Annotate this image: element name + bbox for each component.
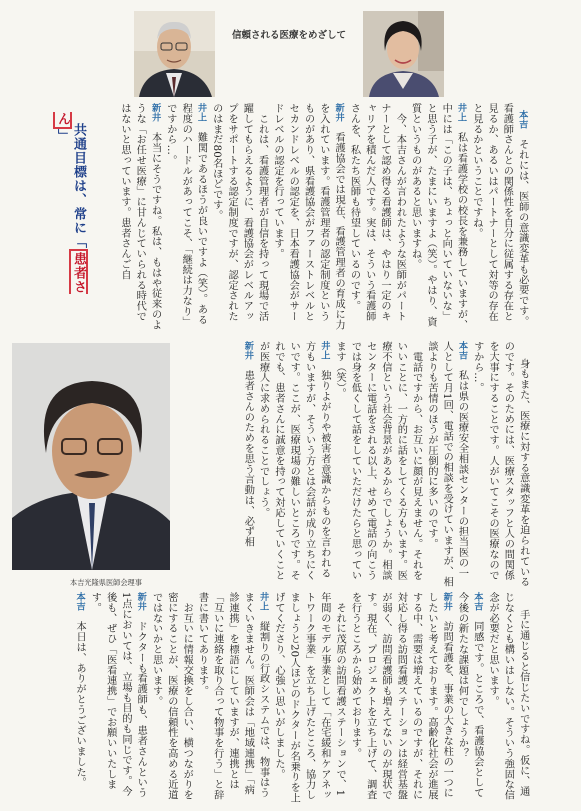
bottom-text-rendered	[74, 592, 529, 803]
paragraph	[457, 592, 483, 798]
speaker-name: 新井	[441, 592, 453, 611]
paragraph	[119, 103, 161, 330]
paragraph-text: ドクターも看護師も、患者さんという1点においては、立場も目的も同じです。今後も、ぜひ「医看連携」でお願いいたします。	[89, 592, 147, 799]
paragraph-text: お互いに情報交換をし合い、横つながりを密にすることが、医療の信頼性を高める近道ではないかと思います。	[150, 592, 193, 801]
photo-arai	[363, 11, 444, 97]
paragraph-text: それには、医師の意識変革も必要です。看護師さんとの関係性を自分に従属する存在と見るか、あるいはパートナーとして対等の存在と見るかということですね。	[470, 103, 528, 327]
portrait-woman-icon	[363, 11, 444, 97]
paragraph	[89, 592, 146, 798]
paragraph	[334, 341, 421, 580]
paragraph-text: 本当にそうですね。私は、もはや従来のような「お任せ医療」に甘んじていられる時代ではないと思っています。患者さんご自	[118, 103, 161, 330]
callout-pre: 共通目標は、常に「	[71, 123, 86, 250]
photo-caption: 本吉光隆県医師会理事	[70, 578, 142, 587]
paragraph	[242, 341, 253, 547]
paragraph	[196, 592, 268, 800]
paragraph-text: 同感です。ところで、看護協会として今後の新たな課題は何でしょうか？	[456, 592, 483, 799]
paragraph	[426, 341, 468, 587]
paragraph	[472, 341, 529, 587]
paragraph	[471, 103, 528, 326]
paragraph-text: 手に通じると信じたいですね。仮に、通じなくとも構いはしない。そういう強固な信念が必要だと思います。	[487, 592, 529, 800]
paragraph	[410, 103, 467, 330]
paragraph-text: 縦割りの行政システムでは、物事はうまくいきません。医師会は「地域連携」「病診連携」を標語にしていますが、連携とは「互いに連絡を取り合って物事を行う」と辞書に書いてあります。	[196, 592, 269, 800]
top-body-text	[105, 103, 545, 330]
callout-post: 」	[55, 129, 70, 143]
paragraph-text: 看護協会では現在、看護管理者の育成に力を入れています。看護管理者の認定制度というものがあり、県看護協会がファーストレベルとセカンドレベルの認定を、日本看護協会がサードレベルの認定を行っています。	[271, 103, 345, 330]
paragraph-text: これは、看護管理者が自信を持って現場で活躍してもらえるように、看護協会がレベルアップをサポートする認定制度ですが、認定されたのはまだ80名ほどです。	[210, 103, 268, 322]
speaker-name: 本吉	[74, 592, 86, 611]
speaker-name: 新井	[135, 592, 147, 611]
paragraph-text: 電話ですから、お互いに顔が見えません。それをいいことに、一方的に話をしてくる方もいます。医療不信という社会背景があるからでしょうか。相談センターに電話をされる以上、せめて電話の向こうでは身を低くして話をしていただけたらと思っています（笑）。	[334, 341, 422, 581]
paragraph-text: 難関であるほうが良いですよ（笑）。ある程度のハードルがあってこそ、「継続は力なり」ですから…。	[164, 103, 207, 327]
paragraph-text: 今、本吉さんが言われたような医師がパートナーとして認め得る看護師は、やはり一定のキャリアを積んだ人です。実は、そういう看護師さんを、私たち医師も待望しているのです。	[348, 103, 406, 322]
paragraph	[151, 592, 193, 800]
top-text-rendered	[119, 103, 528, 330]
portrait-man-glasses-curly-icon	[12, 343, 170, 570]
callout-heading	[55, 112, 102, 312]
speaker-name: 本吉	[456, 341, 468, 360]
page-heading: 信頼される医療をめざして	[232, 30, 347, 41]
mid-body-text	[176, 341, 546, 588]
paragraph	[487, 592, 529, 800]
speaker-name: 新井	[149, 103, 161, 122]
paragraph	[272, 103, 344, 330]
speaker-name: 井上	[318, 341, 330, 360]
speaker-name: 新井	[242, 341, 254, 360]
photo-inoue	[134, 11, 215, 97]
paragraph-text: 訪問看護を、事業の大きな柱の一つにしたいと考えております。高齢化社会が進展する中、需要は増えているのですが、それに対応し得る訪問看護ステーションは経営基盤が弱く、訪問看護師も増えてないのが現状です。現在、プロジェクトを立ち上げて、調査を行うところから始めております。	[349, 592, 453, 800]
paragraph-text: 患者さんのためを思う言動は、必ず相	[242, 370, 254, 548]
paragraph-text: 身もまた、医療に対する意識変革を迫られているのです。そのためには、医療スタッフと人の間関係を大事にすることです。人がいてこその医療なのですから…。	[471, 341, 529, 588]
paragraph	[211, 103, 268, 321]
paragraph	[74, 592, 85, 788]
paragraph-text: 独りよがりや被害者意識からものを言われる方もいますが、そういう方とは会話が成り立ちにくいです。ここが、医療現場の難しいところです。それでも、患者さんに誠意を持って対応していくことが医療人に求められることでしょう。	[257, 341, 330, 581]
paragraph-text: 私は県の医療安全相談センターの担当医の一人として月1回、電話での相談を受けていますが、相談よりも苦情のほうが圧倒的に多いのです。	[425, 341, 468, 587]
paragraph	[348, 103, 405, 321]
mid-text-rendered	[242, 341, 528, 587]
speaker-name: 本吉	[471, 592, 483, 611]
bottom-body-text	[12, 592, 546, 804]
paragraph	[349, 592, 452, 800]
speaker-name: 井上	[455, 103, 467, 122]
callout-highlight: 患者さん	[55, 112, 86, 295]
speaker-name: 井上	[195, 103, 207, 122]
paragraph	[165, 103, 207, 327]
speaker-name: 本吉	[516, 109, 528, 129]
paragraph-text: それに茂原の訪問看護ステーションで、1年間のモデル事業として「在宅緩和ケアネットワーク事業」を立ち上げたところ、協力しましょうと20人ほどのドクターが名乗りを上げてくださり、心強い思いがしました。	[272, 592, 346, 803]
speaker-name: 井上	[257, 592, 269, 611]
paragraph	[273, 592, 345, 803]
photo-motoyoshi	[12, 343, 170, 570]
paragraph-text: 本日は、ありがとうございました。	[74, 621, 86, 788]
paragraph	[258, 341, 330, 580]
paragraph-text: 私は看護学校の校長を兼務していますが、中には「この子は、ちょっと向いていないな」と思う子が、たまにいますよ（笑）。やはり、資質というものがあると思いますね。	[409, 103, 467, 330]
speaker-name: 新井	[333, 103, 345, 122]
portrait-man-glasses-icon	[134, 11, 215, 97]
